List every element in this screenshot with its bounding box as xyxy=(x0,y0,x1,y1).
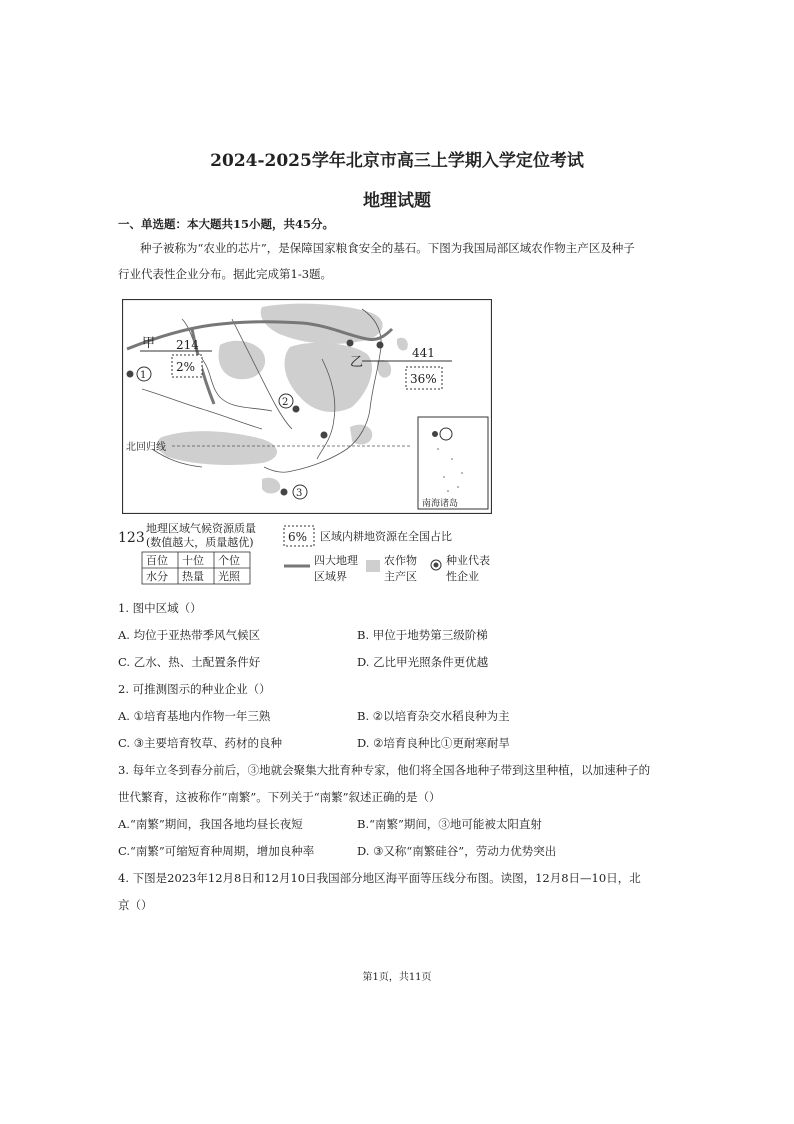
legend-crop-1: 农作物 xyxy=(384,554,417,567)
legend-cell-ones: 个位 xyxy=(218,554,240,567)
marker-1-label: 1 xyxy=(140,370,147,381)
legend-cell-water: 水分 xyxy=(146,570,168,583)
question-1-stem: 1. 图中区域（） xyxy=(118,601,202,615)
intro-line-1: 种子被称为“农业的芯片”，是保障国家粮食安全的基石。下图为我国局部区域农作物主产区及种子 xyxy=(140,241,635,255)
jia-label: 甲 xyxy=(142,336,156,351)
legend-climate-title: 地理区域气候资源质量 xyxy=(146,522,256,535)
legend-pct-sample: 6% xyxy=(288,530,308,544)
question-1-option-b[interactable]: B. 甲位于地势第三级阶梯 xyxy=(357,628,488,642)
question-3-stem-line-2: 世代繁育，这被称作“南繁”。下列关于“南繁”叙述正确的是（） xyxy=(118,790,441,804)
question-1-option-a[interactable]: A. 均位于亚热带季风气候区 xyxy=(118,628,261,642)
pct-2: 2% xyxy=(176,360,196,374)
crop-region-map xyxy=(122,299,492,514)
question-1-option-c[interactable]: C. 乙水、热、土配置条件好 xyxy=(118,655,261,669)
legend-crop-2: 主产区 xyxy=(384,570,417,583)
legend-cell-light: 光照 xyxy=(218,570,240,583)
legend-boundary-1: 四大地理 xyxy=(314,554,358,567)
exam-title: 2024-2025学年北京市高三上学期入学定位考试 xyxy=(210,151,584,171)
exam-subtitle: 地理试题 xyxy=(363,191,431,211)
intro-line-2: 行业代表性企业分布。据此完成第1-3题。 xyxy=(118,267,333,281)
question-2-option-a[interactable]: A. ①培育基地内作物一年三熟 xyxy=(118,709,271,723)
marker-3-label: 3 xyxy=(296,488,303,499)
legend-cell-heat: 热量 xyxy=(182,570,204,583)
legend-boundary-2: 区域界 xyxy=(314,570,347,583)
question-3-option-a[interactable]: A.“南繁”期间，我国各地均昼长夜短 xyxy=(118,817,303,831)
question-2-option-b[interactable]: B. ②以培育杂交水稻良种为主 xyxy=(357,709,510,723)
question-3-option-c[interactable]: C.“南繁”可缩短育种周期，增加良种率 xyxy=(118,844,315,858)
legend-seed-1: 种业代表 xyxy=(446,554,490,567)
inset-label: 南海诸岛 xyxy=(422,499,459,509)
yi-label: 乙 xyxy=(350,355,364,370)
legend-climate-note: (数值越大，质量越优) xyxy=(146,536,254,549)
legend-cell-tens: 十位 xyxy=(182,554,204,567)
legend-seed-2: 性企业 xyxy=(446,570,479,583)
legend-number: 123 xyxy=(118,530,145,546)
tropic-label: 北回归线 xyxy=(126,442,166,453)
marker-2-label: 2 xyxy=(282,397,289,408)
question-1-option-d[interactable]: D. 乙比甲光照条件更优越 xyxy=(357,655,489,669)
legend-cell-hundreds: 百位 xyxy=(146,554,168,567)
legend-pct-desc: 区域内耕地资源在全国占比 xyxy=(320,530,452,543)
question-4-stem-line-1: 4. 下图是2023年12月8日和12月10日我国部分地区海平面等压线分布图。读图，12月8日—10日，北 xyxy=(118,871,641,885)
question-2-option-c[interactable]: C. ③主要培育牧草、药材的良种 xyxy=(118,736,283,750)
question-3-option-d[interactable]: D. ③又称“南繁硅谷”，劳动力优势突出 xyxy=(357,844,557,858)
page-footer: 第1页，共11页 xyxy=(362,972,432,983)
value-214: 214 xyxy=(176,338,199,352)
question-2-stem: 2. 可推测图示的种业企业（） xyxy=(118,682,271,696)
question-2-option-d[interactable]: D. ②培育良种比①更耐寒耐旱 xyxy=(357,736,510,750)
map-legend xyxy=(118,520,518,590)
section-heading: 一、单选题：本大题共15小题，共45分。 xyxy=(118,217,335,231)
question-4-stem-line-2: 京（） xyxy=(118,898,153,912)
question-3-option-b[interactable]: B.“南繁”期间，③地可能被太阳直射 xyxy=(357,817,542,831)
question-3-stem-line-1: 3. 每年立冬到春分前后，③地就会聚集大批育种专家，他们将全国各地种子带到这里种植，以加速种子的 xyxy=(118,763,651,777)
value-441: 441 xyxy=(412,346,435,360)
pct-36: 36% xyxy=(410,372,437,386)
